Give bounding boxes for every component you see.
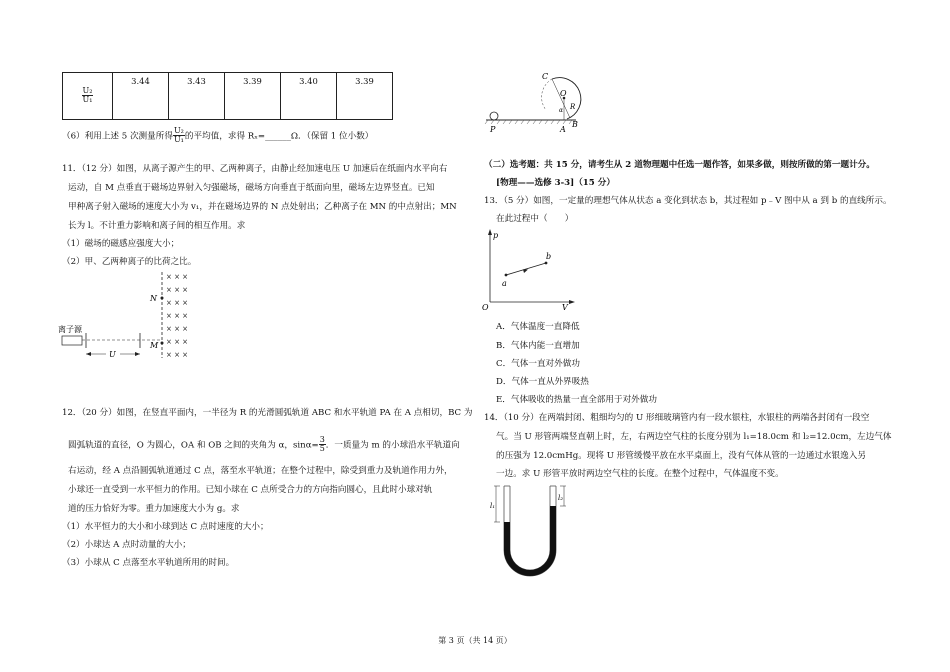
- q12-line: 12．（20 分）如图，在竖直平面内，一半径为 R 的光滑圆弧轨道 ABC 和水平轨道 PA 在 A 点相切，BC 为: [62, 408, 473, 418]
- q12-line: 道的压力恰好为零。重力加速度大小为 g。求: [68, 504, 240, 514]
- circular-track-figure: [484, 70, 634, 136]
- q12-line: （3）小球从 C 点落至水平轨道所用的时间。: [62, 558, 235, 568]
- label-l2: l₂: [558, 494, 564, 502]
- point-N: [161, 297, 164, 300]
- page-footer: 第 3 页（共 14 页）: [438, 636, 512, 645]
- svg-text:× × ×: × × ×: [166, 338, 189, 346]
- svg-text:× × ×: × × ×: [166, 273, 189, 281]
- svg-text:× × ×: × × ×: [166, 286, 189, 294]
- q12-line: 圆弧轨道的直径，O 为圆心，OA 和 OB 之间的夹角为 α，sinα= $\frac{3}{5}$ ．一质量为 m 的小球沿水平轨道向: [68, 435, 460, 454]
- table-cell: 3.39: [337, 73, 393, 120]
- svg-text:× × ×: × × ×: [166, 299, 189, 307]
- q12-line: （1）水平恒力的大小和小球到达 C 点时速度的大小；: [62, 522, 269, 532]
- q12-line: 右运动，经 A 点沿圆弧轨道通过 C 点，落至水平轨道；在整个过程中，除受到重力及轨道作用力外，: [68, 466, 453, 476]
- label-A: A: [560, 125, 566, 134]
- arc-track: [552, 78, 581, 119]
- point-a: [505, 274, 508, 277]
- table-cell: 3.43: [169, 73, 225, 120]
- q13-line: 在此过程中（ ）: [496, 214, 574, 224]
- label-l1: l₁: [490, 502, 496, 510]
- q14-line: 气。当 U 形管两端竖直朝上时，左，右两边空气柱的长度分别为 l₁=18.0cm 和 l₂=12.0cm，左边气体: [496, 432, 892, 442]
- q12-line: （2）小球达 A 点时动量的大小；: [62, 540, 191, 550]
- u-tube-figure: [486, 482, 576, 578]
- q11-line: （1）磁场的磁感应强度大小；: [62, 239, 180, 249]
- label-M: M: [150, 341, 159, 350]
- fraction: $\frac{3}{5}$: [319, 435, 325, 454]
- q11-line: （2）甲、乙两种离子的比荷之比。: [62, 257, 197, 267]
- q11-line: 运动，自 M 点垂直于磁场边界射入匀强磁场，磁场方向垂直于纸面向里，磁场左边界竖直。已知: [68, 183, 435, 193]
- option-c: C．气体一直对外做功: [496, 359, 580, 369]
- option-e: E．气体吸收的热量一直全部用于对外做功: [496, 395, 657, 405]
- u-tube-inner: [510, 486, 550, 570]
- point-b: [545, 262, 548, 265]
- section-heading: （二）选考题：共 15 分，请考生从 2 道物理题中任选一题作答，如果多做，则按所做的第一题计分。: [484, 160, 875, 170]
- fraction: $\frac{\text{U₂}}{\text{U₁}}$: [82, 85, 93, 104]
- label-p: p: [493, 231, 499, 240]
- table-row-label: [63, 73, 113, 120]
- q11-line: 11．（12 分）如图，从离子源产生的甲、乙两种离子，由静止经加速电压 U 加速后在纸面内水平向右: [62, 164, 448, 174]
- table-cell: 3.39: [225, 73, 281, 120]
- q14-line: 14．（10 分）在两端封闭、粗细均匀的 U 形细玻璃管内有一段水银柱，水银柱的两端各封闭有一段空: [484, 413, 870, 423]
- label-a: a: [502, 279, 507, 288]
- option-a: A．气体温度一直降低: [496, 322, 580, 332]
- table-cell: 3.44: [113, 73, 169, 120]
- svg-text:× × ×: × × ×: [166, 325, 189, 333]
- magnetic-field-figure: [56, 268, 216, 368]
- label-V: V: [562, 303, 568, 310]
- svg-text:× × ×: × × ×: [166, 351, 189, 359]
- q11-line: 长为 l。不计重力影响和离子间的相互作用。求: [68, 221, 246, 231]
- q10-part6: （6）利用上述 5 次测量所得 $\frac{\text{U₂}}{\text{U₁}}$ 的平均值，求得 Rₓ=______Ω．（保留 1 位小数）: [62, 126, 374, 145]
- table-row: [63, 73, 393, 120]
- q13-line: 13．（5 分）如图，一定量的理想气体从状态 a 变化到状态 b，其过程如 p﹣V 图中从 a 到 b 的直线所示。: [484, 196, 892, 206]
- label-O: O: [482, 303, 489, 310]
- q12-line: 小球还一直受到一水平恒力的作用。已知小球在 C 点所受合力的方向指向圆心，且此时小球对轨: [68, 485, 433, 495]
- ball: [490, 112, 498, 120]
- fraction: $\frac{\text{U₂}}{\text{U₁}}$: [173, 126, 184, 145]
- mercury-column: [504, 506, 556, 576]
- label-R: R: [570, 103, 576, 111]
- label-alpha: α: [559, 107, 564, 114]
- option-b: B．气体内能一直增加: [496, 341, 580, 351]
- label-B: B: [572, 120, 578, 129]
- option-d: D．气体一直从外界吸热: [496, 377, 589, 387]
- label-U: U: [109, 350, 116, 359]
- label-b: b: [546, 252, 552, 261]
- q14-line: 的压强为 12.0cmHg。现将 U 形管缓慢平放在水平桌面上，没有气体从管的一边通过水银逸入另: [496, 451, 866, 461]
- svg-text:× × ×: × × ×: [166, 312, 189, 320]
- ion-source-label: 离子源: [58, 325, 82, 334]
- field-crosses: [166, 273, 188, 359]
- section-subheading: [物理——选修 3-3]（15 分）: [496, 178, 615, 188]
- q14-line: 一边。求 U 形管平放时两边空气柱的长度。在整个过程中，气体温度不变。: [496, 469, 784, 479]
- label-O: O: [560, 89, 567, 98]
- point-M: [161, 342, 164, 345]
- pv-diagram: [478, 226, 578, 310]
- q11-line: 甲种离子射入磁场的速度大小为 v₁，并在磁场边界的 N 点处射出；乙种离子在 MN 的中点射出；MN: [68, 202, 457, 212]
- ion-source: [62, 336, 82, 345]
- ratio-table: [62, 72, 393, 120]
- label-C: C: [542, 72, 549, 81]
- table-cell: 3.40: [281, 73, 337, 120]
- label-P: P: [490, 125, 496, 134]
- label-N: N: [150, 294, 157, 303]
- process-line: [506, 263, 546, 275]
